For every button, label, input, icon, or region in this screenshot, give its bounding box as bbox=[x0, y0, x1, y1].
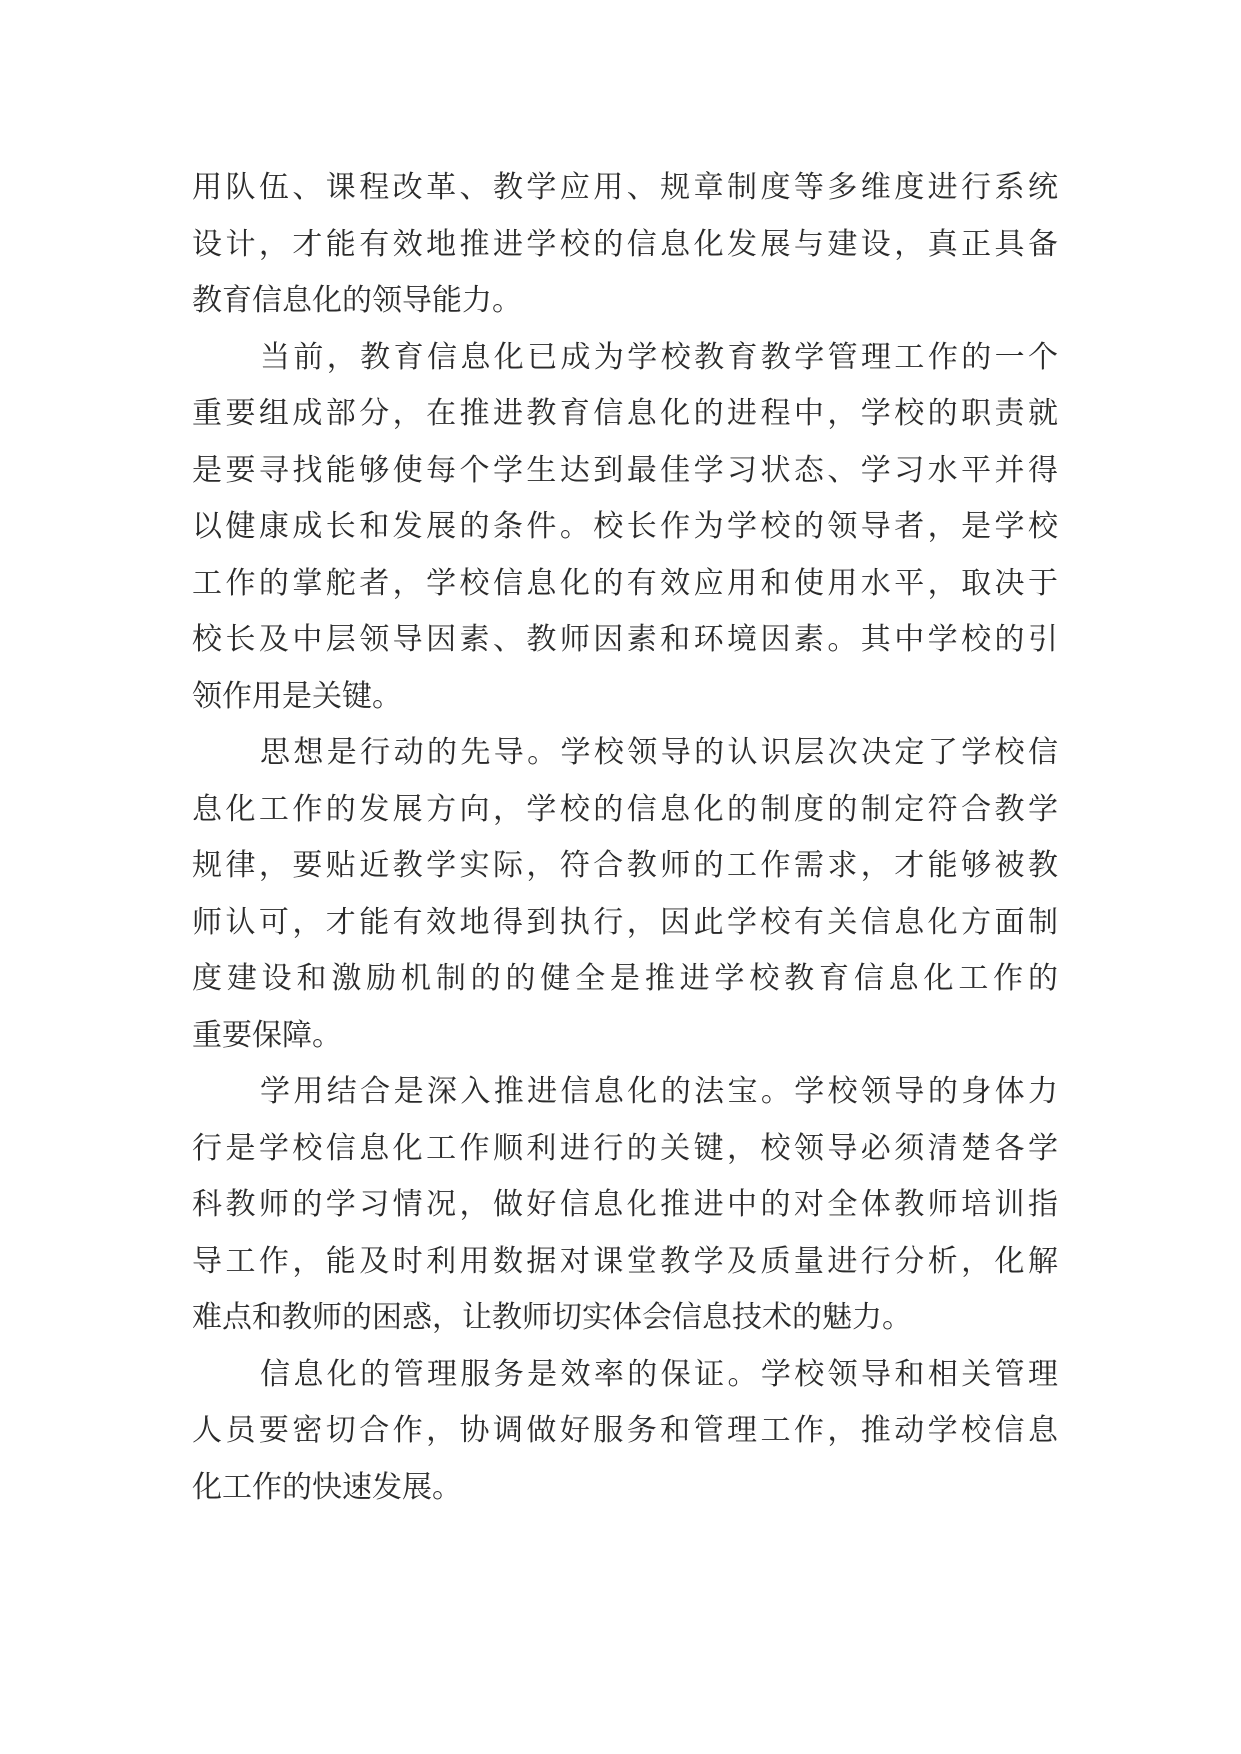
text-line: 科教师的学习情况，做好信息化推进中的对全体教师培训指 bbox=[192, 1187, 1058, 1222]
text-line: 设计，才能有效地推进学校的信息化发展与建设，真正具备 bbox=[192, 226, 1058, 262]
text-line: 领作用是关键。 bbox=[192, 678, 402, 714]
text-line: 息化工作的发展方向，学校的信息化的制度的制定符合教学 bbox=[192, 791, 1058, 827]
text-line: 重要组成部分，在推进教育信息化的进程中，学校的职责就 bbox=[192, 396, 1058, 431]
text-line: 师认可，才能有效地得到执行，因此学校有关信息化方面制 bbox=[192, 904, 1058, 940]
text-line: 度建设和激励机制的的健全是推进学校教育信息化工作的 bbox=[192, 961, 1058, 996]
text-line: 校长及中层领导因素、教师因素和环境因素。其中学校的引 bbox=[192, 622, 1058, 657]
text-line: 教育信息化的领导能力。 bbox=[192, 283, 522, 318]
text-line: 化工作的快速发展。 bbox=[192, 1469, 462, 1505]
paragraph-first-line: 思想是行动的先导。学校领导的认识层次决定了学校信 bbox=[260, 735, 1058, 770]
paragraph-first-line: 当前，教育信息化已成为学校教育教学管理工作的一个 bbox=[260, 339, 1058, 375]
text-line: 用队伍、课程改革、教学应用、规章制度等多维度进行系统 bbox=[192, 170, 1058, 205]
text-line: 规律，要贴近教学实际，符合教师的工作需求，才能够被教 bbox=[192, 848, 1058, 883]
text-line: 以健康成长和发展的条件。校长作为学校的领导者，是学校 bbox=[192, 509, 1058, 544]
body-text bbox=[192, 160, 1058, 1516]
text-line: 行是学校信息化工作顺利进行的关键，校领导必须清楚各学 bbox=[192, 1130, 1058, 1166]
text-line: 难点和教师的困惑，让教师切实体会信息技术的魅力。 bbox=[192, 1300, 912, 1335]
text-line: 人员要密切合作，协调做好服务和管理工作，推动学校信息 bbox=[192, 1413, 1058, 1448]
text-line: 导工作，能及时利用数据对课堂教学及质量进行分析，化解 bbox=[192, 1243, 1058, 1279]
text-line: 工作的掌舵者，学校信息化的有效应用和使用水平，取决于 bbox=[192, 565, 1058, 601]
paragraph-first-line: 学用结合是深入推进信息化的法宝。学校领导的身体力 bbox=[260, 1074, 1058, 1109]
text-line: 是要寻找能够使每个学生达到最佳学习状态、学习水平并得 bbox=[192, 452, 1058, 488]
text-line: 重要保障。 bbox=[192, 1017, 342, 1053]
paragraph-first-line: 信息化的管理服务是效率的保证。学校领导和相关管理 bbox=[260, 1356, 1058, 1392]
